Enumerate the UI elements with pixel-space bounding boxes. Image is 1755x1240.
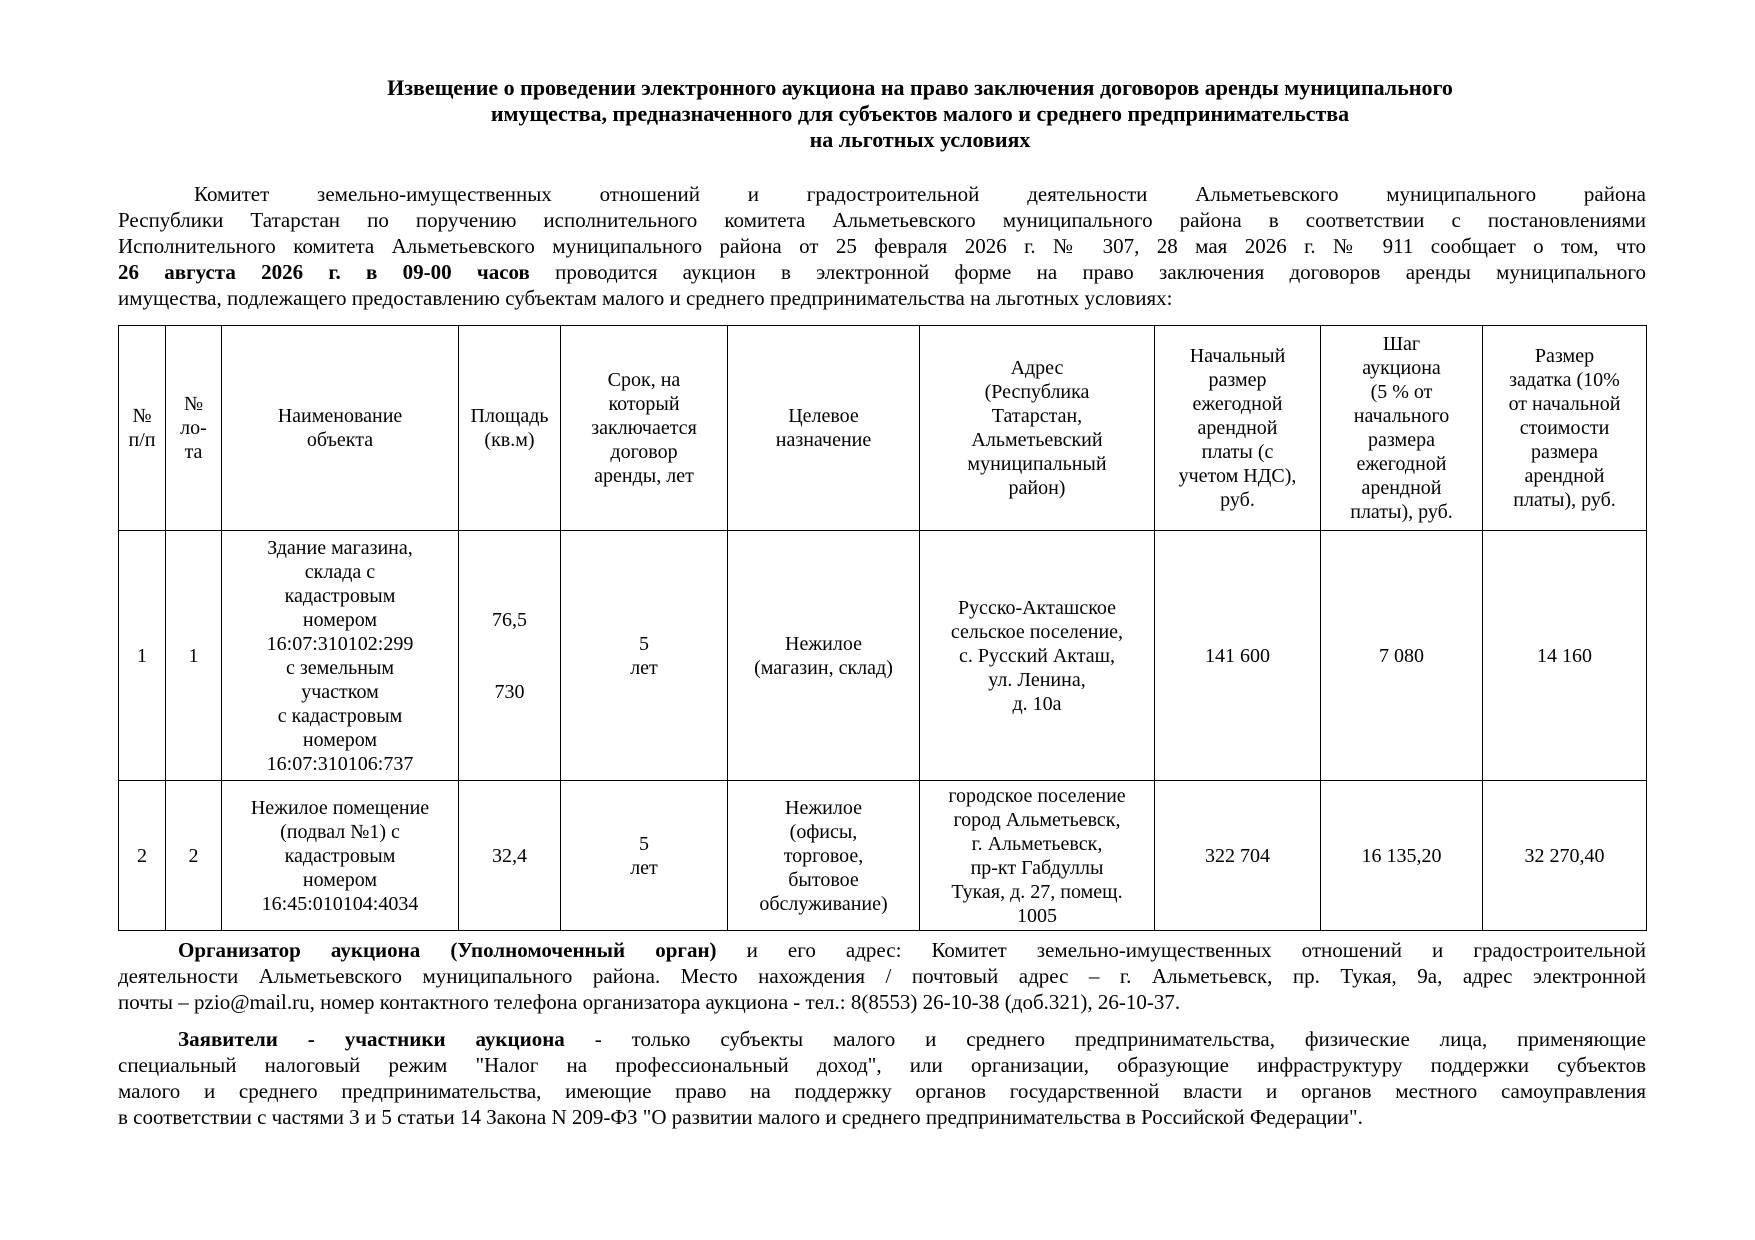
header-purpose: Целевое назначение [728, 326, 920, 531]
intro-line-2: Республики Татарстан по поручению исполнительного комитета Альметьевского муниципального района в соответствии с постановлениями [118, 208, 1646, 232]
intro-line-4-rest: проводится аукцион в электронной форме на право заключения договоров аренды муниципального [529, 260, 1646, 284]
applicants-paragraph [118, 1026, 1646, 1130]
table-header-row [119, 326, 1647, 531]
header-term: Срок, на который заключается договор аренды, лет [561, 326, 728, 531]
title-line-1: Извещение о проведении электронного аукциона на право заключения договоров аренды муниципального [387, 75, 1453, 100]
header-step: Шаг аукциона (5 % от начального размера ежегодной арендной платы), руб. [1321, 326, 1483, 531]
cell-name: Здание магазина, склада с кадастровым номером 16:07:310102:299 с земельным участком с кадастровым номером 16:07:310106:737 [222, 531, 459, 781]
applicants-line-4: в соответствии с частями 3 и 5 статьи 14 Закона N 209-ФЗ "О развитии малого и среднего предпринимательства в Российской Федерации". [118, 1105, 1363, 1129]
applicants-line-1 [118, 1026, 1646, 1052]
organizer-line-1-rest: и его адрес: Комитет земельно-имущественных отношений и градостроительной [716, 938, 1646, 962]
cell-deposit: 32 270,40 [1483, 781, 1647, 931]
intro-line-5: имущества, подлежащего предоставлению субъектам малого и среднего предпринимательства на льготных условиях: [118, 286, 1173, 310]
header-address: Адрес (Республика Татарстан, Альметьевский муниципальный район) [920, 326, 1155, 531]
organizer-line-3: почты – pzio@mail.ru, номер контактного телефона организатора аукциона - тел.: 8(8553) 26-10-38 (доб.321), 26-10-37. [118, 990, 1181, 1014]
cell-term: 5 лет [561, 781, 728, 931]
header-start-price: Начальный размер ежегодной арендной платы (с учетом НДС), руб. [1155, 326, 1321, 531]
cell-deposit: 14 160 [1483, 531, 1647, 781]
cell-purpose: Нежилое (офисы, торговое, бытовое обслуживание) [728, 781, 920, 931]
applicants-label: Заявители - участники аукциона [178, 1027, 565, 1051]
table-row [119, 531, 1647, 781]
title-line-3: на льготных условиях [809, 127, 1031, 152]
header-area: Площадь (кв.м) [459, 326, 561, 531]
title-line-2: имущества, предназначенного для субъектов малого и среднего предпринимательства [490, 101, 1350, 126]
cell-start-price: 322 704 [1155, 781, 1321, 931]
notice-title [200, 75, 1640, 153]
cell-step: 16 135,20 [1321, 781, 1483, 931]
intro-line-4 [118, 259, 1646, 285]
cell-name: Нежилое помещение (подвал №1) с кадастровым номером 16:45:010104:4034 [222, 781, 459, 931]
cell-term: 5 лет [561, 531, 728, 781]
header-deposit: Размер задатка (10% от начальной стоимости размера арендной платы), руб. [1483, 326, 1647, 531]
cell-purpose: Нежилое (магазин, склад) [728, 531, 920, 781]
applicants-line-3: малого и среднего предпринимательства, имеющие право на поддержку органов государственной власти и органов местного самоуправления [118, 1079, 1646, 1103]
cell-start-price: 141 600 [1155, 531, 1321, 781]
intro-paragraph [118, 181, 1646, 311]
cell-lot: 2 [166, 781, 222, 931]
cell-area: 32,4 [459, 781, 561, 931]
cell-step: 7 080 [1321, 531, 1483, 781]
cell-area: 76,5 730 [459, 531, 561, 781]
organizer-label: Организатор аукциона (Уполномоченный орган) [178, 938, 717, 962]
intro-line-3: Исполнительного комитета Альметьевского муниципального района от 25 февраля 2026 г. № 307, 28 мая 2026 г. № 911 сообщает о том, что [118, 234, 1646, 258]
organizer-line-2: деятельности Альметьевского муниципального района. Место нахождения / почтовый адрес – г. Альметьевск, пр. Тукая, 9а, адрес электронной [118, 964, 1646, 988]
header-num: № п/п [119, 326, 166, 531]
organizer-paragraph [118, 937, 1646, 1015]
cell-num: 2 [119, 781, 166, 931]
intro-line-1: Комитет земельно-имущественных отношений и градостроительной деятельности Альметьевского муниципального района [194, 182, 1646, 206]
cell-address: городское поселение город Альметьевск, г. Альметьевск, пр-кт Габдуллы Тукая, д. 27, помещ. 1005 [920, 781, 1155, 931]
cell-address: Русско-Акташское сельское поселение, с. Русский Акташ, ул. Ленина, д. 10а [920, 531, 1155, 781]
header-name: Наименование объекта [222, 326, 459, 531]
applicants-line-2: специальный налоговый режим "Налог на профессиональный доход", или организации, образующие инфраструктуру поддержки субъектов [118, 1053, 1646, 1077]
cell-lot: 1 [166, 531, 222, 781]
table-row [119, 781, 1647, 931]
cell-num: 1 [119, 531, 166, 781]
auction-date: 26 августа 2026 г. в 09-00 часов [118, 260, 530, 284]
organizer-line-1 [118, 937, 1646, 963]
lots-table [118, 325, 1647, 931]
applicants-line-1-rest: - только субъекты малого и среднего предпринимательства, физические лица, применяющие [564, 1027, 1646, 1051]
header-lot: № ло- та [166, 326, 222, 531]
